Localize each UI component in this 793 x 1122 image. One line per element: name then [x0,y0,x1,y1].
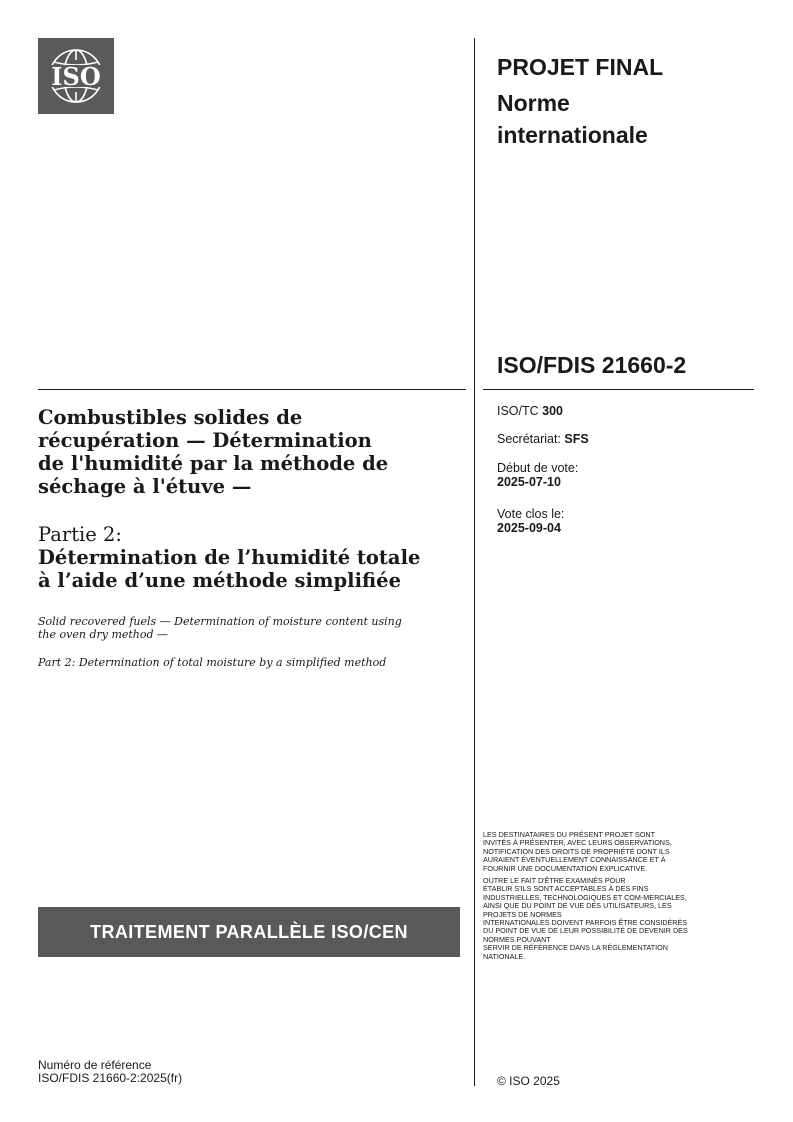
part-label: Partie 2: [38,523,122,546]
part-title-line: à l’aide d’une méthode simplifiée [38,569,401,592]
notice-line: INTERNATIONALES DOIVENT PARFOIS ÊTRE CONSIDÉRÉS [483,918,688,928]
notice-line: NATIONALE. [483,951,526,961]
part-title [38,546,468,592]
vote-start-label: Début de vote: [497,461,579,475]
vote-start [497,461,578,489]
notice-line: INVITÉS À PRÉSENTER, AVEC LEURS OBSERVATIONS, [483,838,672,848]
parallel-processing-banner: TRAITEMENT PARALLÈLE ISO/CEN [38,907,460,957]
notice-line: DU POINT DE VUE DE LEUR POSSIBILITÉ DE DEVENIR DES [483,926,688,936]
document-number: ISO/FDIS 21660-2 [497,352,687,378]
reference-number: ISO/FDIS 21660-2:2025(fr) [38,1071,183,1085]
document-type-line: internationale [497,122,648,148]
reference-label: Numéro de référence [38,1058,152,1072]
vertical-divider [474,38,475,1086]
left-divider [38,389,466,390]
technical-committee [497,404,563,418]
notice-line: AINSI QUE DU POINT DE VUE DES UTILISATEURS, LES [483,901,672,911]
iso-logo [38,38,114,114]
english-title-line: Solid recovered fuels — Determination of moisture content using [38,615,402,628]
project-status: PROJET FINAL [497,54,664,80]
english-title [38,615,458,641]
notice-line: PROJETS DE NORMES [483,909,562,919]
notice-paragraph-2 [483,877,758,961]
secretariat-label: Secrétariat: [497,432,561,446]
notice-line: NOTIFICATION DES DROITS DE PROPRIÉTÉ DONT ILS [483,846,670,856]
vote-end [497,507,564,535]
notice-line: FOURNIR UNE DOCUMENTATION EXPLICATIVE. [483,863,648,873]
right-divider [483,389,754,390]
french-title [38,406,458,498]
copyright: © ISO 2025 [497,1074,560,1088]
part-title-line: Détermination de l’humidité totale [38,546,421,569]
vote-end-label: Vote clos le: [497,507,565,521]
english-part-title: Part 2: Determination of total moisture by a simplified method [38,656,387,669]
notice-line: LES DESTINATAIRES DU PRÉSENT PROJET SONT [483,830,655,839]
tc-value: 300 [542,404,564,418]
secretariat [497,432,589,446]
notice-line: ÉTABLIR S'ILS SONT ACCEPTABLES À DES FINS [483,884,649,894]
title-line: Combustibles solides de [38,406,303,429]
document-type [497,87,747,151]
globe-icon [38,38,114,114]
notice-line: NORMES POUVANT [483,934,551,944]
vote-start-value: 2025-07-10 [497,475,561,489]
secretariat-value: SFS [564,432,589,446]
notice-line: INDUSTRIELLES, TECHNOLOGIQUES ET COM-MERCIALES, [483,892,687,902]
notice-line: OUTRE LE FAIT D'ÊTRE EXAMINÉS POUR [483,876,626,885]
title-line: récupération — Détermination [38,429,372,452]
vote-end-value: 2025-09-04 [497,521,561,535]
logo-text: ISO [51,62,101,91]
notice-paragraph-1 [483,831,758,873]
document-type-line: Norme [497,90,570,116]
title-line: de l'humidité par la méthode de [38,452,389,475]
notice-line: SERVIR DE RÉFÉRENCE DANS LA RÉGLEMENTATION [483,943,668,953]
notice-line: AURAIENT ÉVENTUELLEMENT CONNAISSANCE ET À [483,855,666,865]
english-title-line: the oven dry method — [38,628,169,641]
title-line: séchage à l'étuve — [38,475,252,498]
tc-label: ISO/TC [497,404,539,418]
